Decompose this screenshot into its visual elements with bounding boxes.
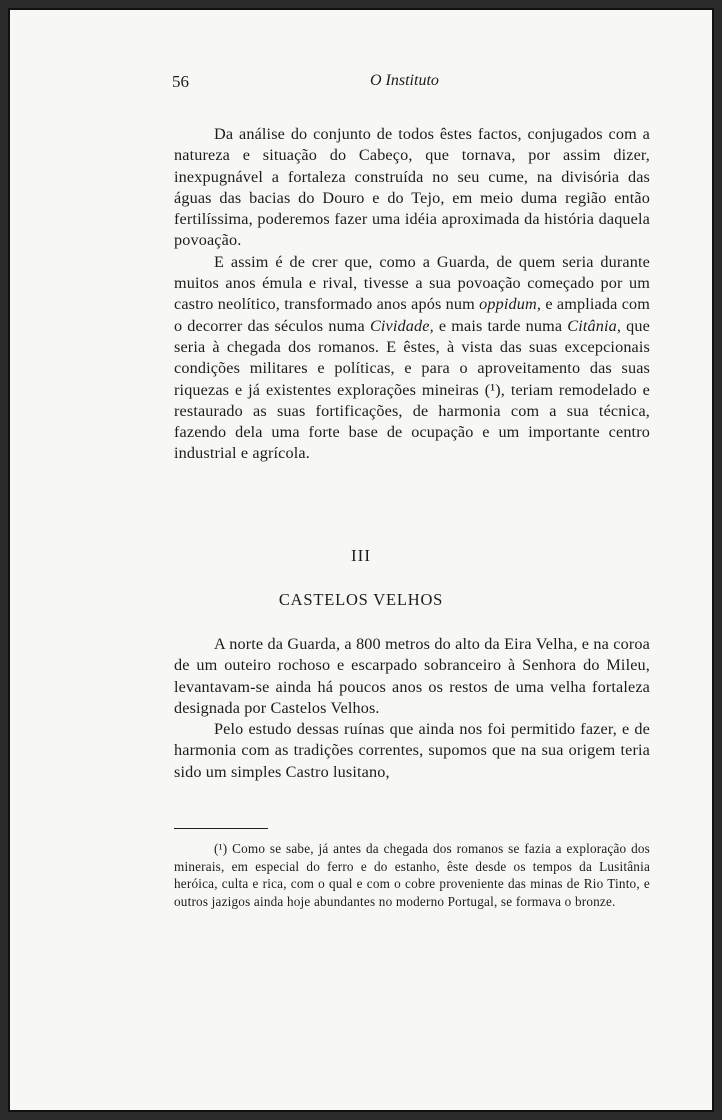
paragraph-text: que seria à chegada dos romanos. E êstes, à vista das suas excepcionais condições militares e políticas, e para o aproveitamento das suas riquezas e já existentes explorações mineiras — [174, 316, 650, 399]
italic-term: oppidum, — [479, 295, 542, 314]
italic-term: Cividade, — [369, 316, 434, 335]
paragraph: Pelo estudo dessas ruínas que ainda nos foi permitido fazer, e de harmonia com as tradições correntes, supomos que na sua origem teria sido um simples Castro lusitano, — [174, 720, 650, 781]
section-title: CASTELOS VELHOS — [278, 590, 444, 609]
paragraph-text: e mais tarde numa — [438, 316, 563, 335]
paragraph-text: teriam remodelado e restaurado as suas fortificações, de harmonia com a sua técnica, fazendo dela uma forte base de ocupação e um importante centro industrial e agrícola. — [174, 380, 650, 463]
paragraph — [174, 252, 650, 465]
italic-term: Citânia, — [567, 316, 622, 335]
paragraph-text: Da análise do conjunto de todos êstes factos, conjugados com a natureza e situação do Cabeço, que tornava, por assim dizer, inexpugnável a fortaleza construída no seu cume, na divisória das águas das bacias do Douro e do Tejo, em meio duma região então fertilíssima, poderemos fazer uma idéia aproximada da história daquela povoação. — [174, 125, 650, 250]
paragraph-text: E assim é de crer que, como a Guarda, de quem seria durante muitos anos émula e rival, tivesse a sua povoação começado por um castro neolítico, transformado anos após num — [174, 252, 650, 314]
footnote — [174, 840, 650, 910]
paragraph: A norte da Guarda, a 800 metros do alto da Eira Velha, e na coroa de um outeiro rochoso e escarpado sobranceiro à Senhora do Mileu, levantavam-se ainda há poucos anos os restos de uma velha fortaleza designada por Castelos Velhos. — [174, 635, 650, 717]
section-body-opening — [174, 124, 650, 465]
footnote-paragraph — [174, 840, 650, 910]
footnote-divider — [174, 828, 268, 829]
running-title: O Instituto — [370, 72, 439, 89]
page-number: 56 — [172, 72, 189, 91]
section-body-castelos — [174, 634, 650, 783]
page-header — [10, 72, 712, 96]
footnote-reference[interactable]: (¹), — [484, 380, 505, 399]
paragraph-text: e ampliada com o decorrer das séculos numa — [174, 295, 651, 335]
footnote-text: Como se sabe, já antes da chegada dos romanos se fazia a exploração dos minerais, em especial do ferro e do estanho, êste desde os tempos da Lusitânia heróica, culta e rica, com o qual e com o cobre proveniente das minas de Rio Tinto, e outros jazigos ainda hoje abundantes no moderno Portugal, se formava o bronze. — [174, 841, 650, 909]
footnote-marker: (¹) — [214, 841, 228, 856]
book-page — [8, 8, 714, 1112]
paragraph — [174, 124, 650, 252]
section-number: III — [351, 546, 371, 565]
